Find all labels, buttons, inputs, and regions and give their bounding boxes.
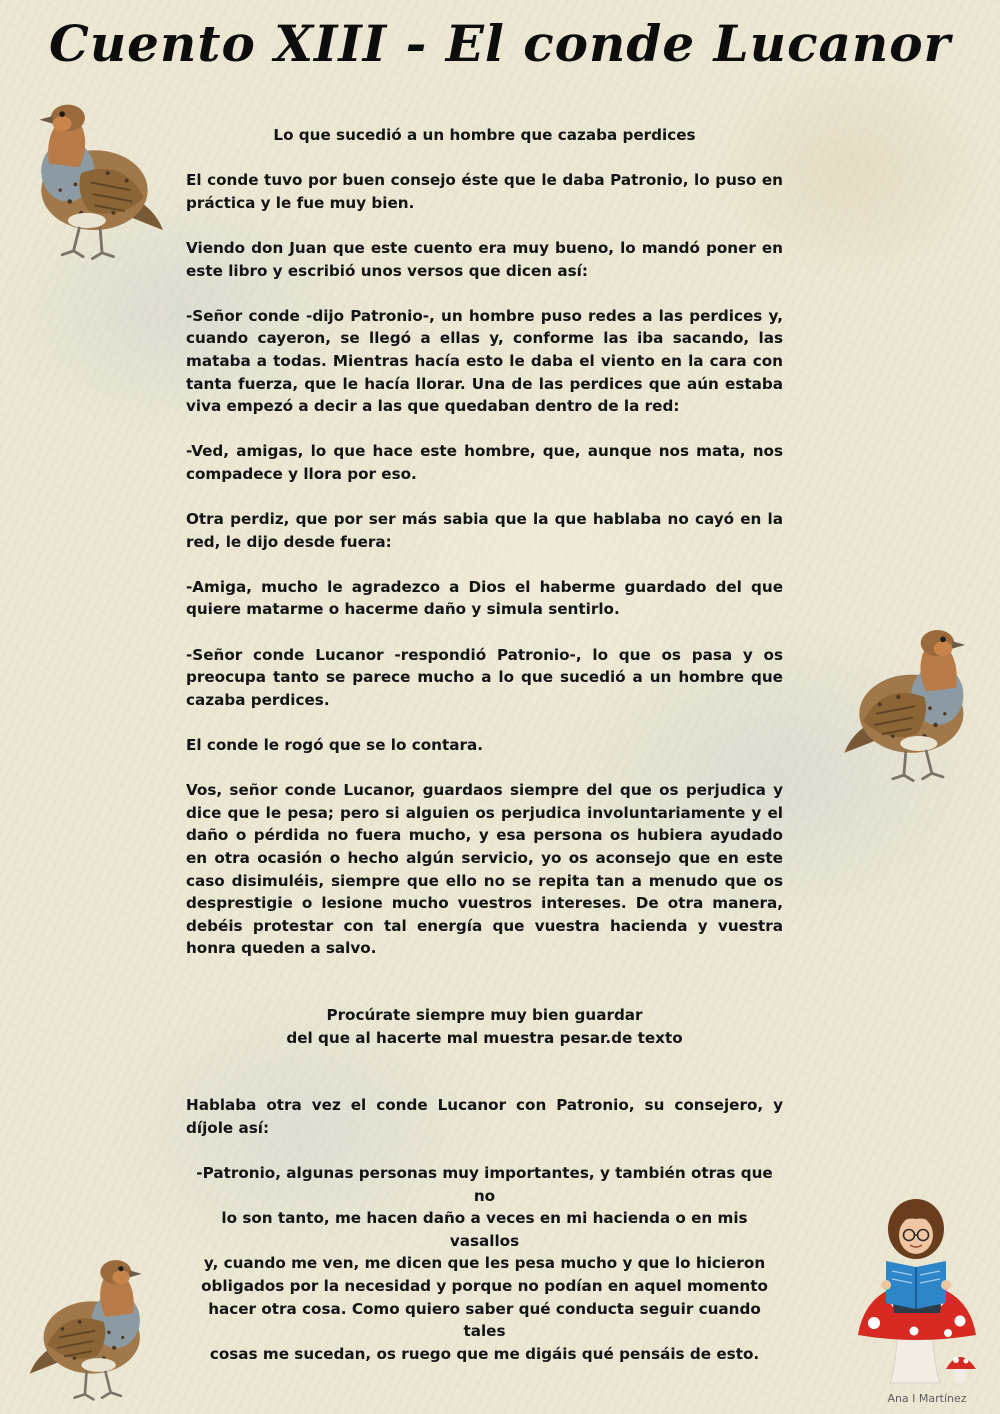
verse-moral <box>186 1004 783 1049</box>
last-paragraph-line: obligados por la necesidad y porque no podían en aquel momento <box>201 1276 768 1295</box>
last-paragraph-line: cosas me sucedan, os ruego que me digáis qué pensáis de esto. <box>209 1344 760 1363</box>
last-paragraph-line: lo son tanto, me hacen daño a veces en mi hacienda o en mis vasallos <box>221 1209 748 1250</box>
page-title: Cuento XIII - El conde Lucanor <box>49 14 951 73</box>
last-paragraph-line: y, cuando me ven, me dicen que les pesa mucho y que lo hicieron <box>203 1254 766 1273</box>
last-paragraph <box>186 1162 783 1365</box>
paragraph-3: -Señor conde -dijo Patronio-, un hombre puso redes a las perdices y, cuando cayeron, se llegó a ellas y, conforme las iba sacando, las mataba a todas. Mientras hacía esto le daba el viento en la cara con tanta fuerza, que le hacía llorar. Una de las perdices que aún estaba viva empezó a decir a las que quedaban dentro de la red: <box>186 306 783 416</box>
paragraph-8: El conde le rogó que se lo contara. <box>186 736 483 755</box>
story-text <box>186 124 783 1365</box>
partridge-illustration-right <box>828 604 978 790</box>
paragraph-2: Viendo don Juan que este cuento era muy bueno, lo mandó poner en este libro y escribió unos versos que dicen así: <box>186 238 783 280</box>
paragraph-9: Vos, señor conde Lucanor, guardaos siempre del que os perjudica y dice que le pesa; pero si alguien os perjudica involuntariamente y el daño o pérdida no fuera mucho, y esa persona os hubiera ayudado en otra ocasión o hecho algún servicio, yo os aconsejo que en este caso disimuléis, siempre que ello no se repita tan a menudo que os desprestigie o lesione mucho vuestros intereses. De otra manera, debéis protestar con tal energía que vuestra hacienda y vuestra honra queden a salvo. <box>186 781 783 958</box>
author-signature: Ana I Martínez <box>887 1392 967 1405</box>
partridge-illustration-top-left <box>28 78 178 268</box>
reading-girl-mushroom-avatar-icon <box>852 1195 982 1390</box>
paragraph-4: -Ved, amigas, lo que hace este hombre, que, aunque nos mata, nos compadece y llora por eso. <box>186 442 783 483</box>
paragraph-6: -Amiga, mucho le agradezco a Dios el haberme guardado del que quiere matarme o hacerme daño y simula sentirlo. <box>186 577 783 619</box>
paragraph-after-verse: Hablaba otra vez el conde Lucanor con Patronio, su consejero, y díjole así: <box>186 1096 783 1137</box>
paragraph-7: -Señor conde Lucanor -respondió Patronio-, lo que os pasa y os preocupa tanto se parece mucho a lo que sucedió a un hombre que cazaba perdices. <box>186 645 783 709</box>
last-paragraph-line: -Patronio, algunas personas muy importantes, y también otras que no <box>196 1163 773 1205</box>
paragraph-1: El conde tuvo por buen consejo éste que le daba Patronio, lo puso en práctica y le fue muy bien. <box>186 171 783 212</box>
verse-line-2: del que al hacerte mal muestra pesar.de texto <box>286 1028 683 1047</box>
paragraph-5: Otra perdiz, que por ser más sabia que la que hablaba no cayó en la red, le dijo desde fuera: <box>186 510 783 551</box>
last-paragraph-line: hacer otra cosa. Como quiero saber qué conducta seguir cuando tales <box>208 1299 761 1341</box>
partridge-illustration-bottom-left <box>0 1236 168 1408</box>
verse-line-1: Procúrate siempre muy bien guardar <box>326 1005 643 1024</box>
story-subtitle: Lo que sucedió a un hombre que cazaba perdices <box>273 126 696 144</box>
